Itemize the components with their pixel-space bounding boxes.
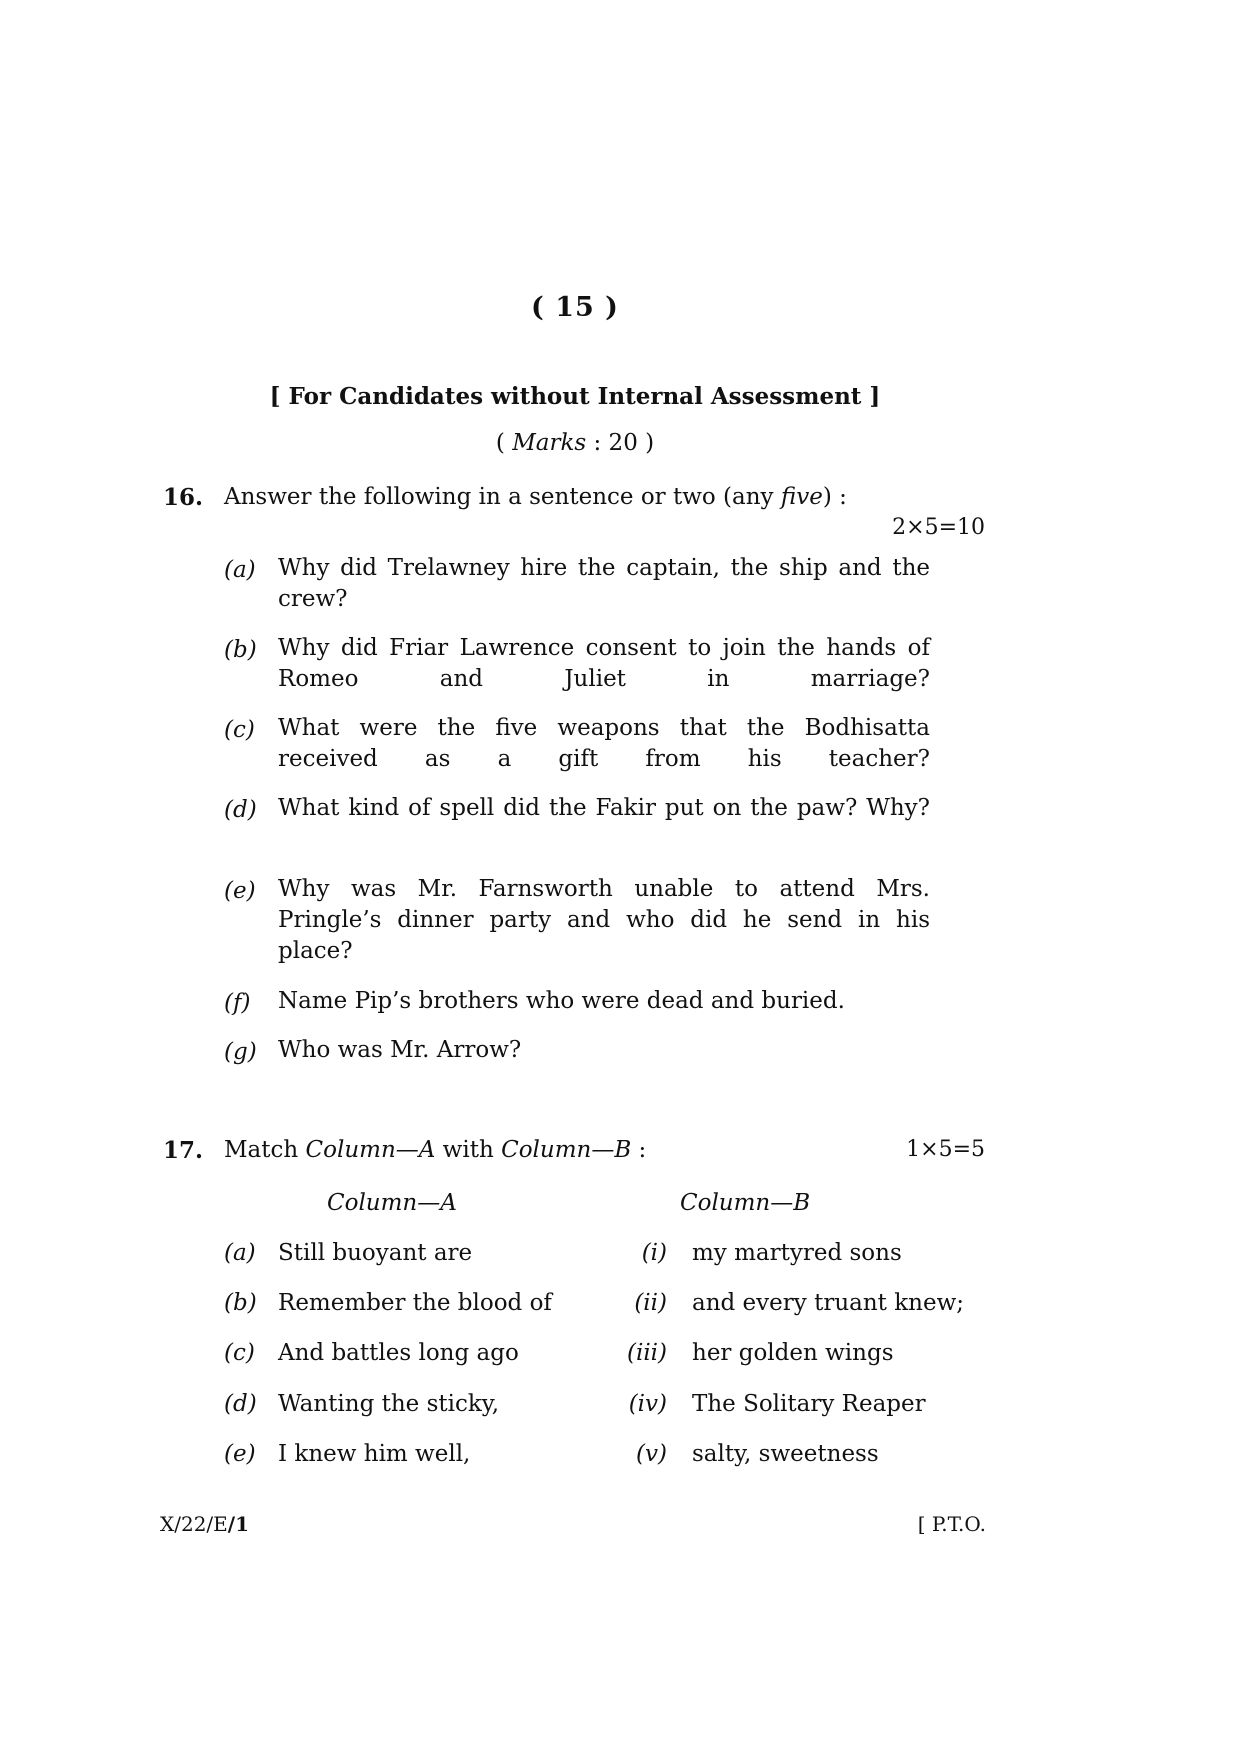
q16-option-label: (d) — [224, 797, 257, 823]
question-16-number: 16. — [163, 484, 204, 511]
q16-option-label: (e) — [224, 878, 256, 904]
column-b-label: (iv) — [628, 1391, 667, 1417]
q16-option-label: (g) — [224, 1039, 257, 1065]
q16-option-text: Why did Friar Lawrence consent to join the hands of Romeo and Juliet in marriage? — [278, 635, 930, 692]
q16-option-text: What were the five weapons that the Bodhisatta received as a gift from his teacher? — [278, 715, 930, 772]
column-a-label: (a) — [224, 1240, 256, 1266]
column-a-text: I knew him well, — [278, 1441, 471, 1467]
column-b-label: (v) — [636, 1441, 667, 1467]
q16-option-text: Why did Trelawney hire the captain, the ship and the crew? — [278, 555, 930, 612]
footer-pto: [ P.T.O. — [917, 1512, 986, 1536]
column-b-text: The Solitary Reaper — [692, 1391, 926, 1417]
column-b-text: my martyred sons — [692, 1240, 902, 1266]
column-a-text: Wanting the sticky, — [278, 1391, 500, 1417]
q16-option-label: (c) — [224, 717, 255, 743]
column-a-text: And battles long ago — [278, 1340, 519, 1366]
question-17-number: 17. — [163, 1137, 204, 1164]
footer-paper-code: X/22/E/1 — [160, 1512, 249, 1536]
column-b-text: and every truant knew; — [692, 1290, 965, 1316]
question-17-marks: 1×5=5 — [906, 1137, 985, 1162]
q16-option-text: Name Pip’s brothers who were dead and buried. — [278, 988, 845, 1014]
q16-option-text: What kind of spell did the Fakir put on the paw? Why? — [278, 795, 930, 821]
column-b-text: her golden wings — [692, 1340, 894, 1366]
column-a-label: (e) — [224, 1441, 256, 1467]
column-a-label: (d) — [224, 1391, 257, 1417]
q16-option-text: Why was Mr. Farnsworth unable to attend Mrs. Pringle’s dinner party and who did he send in his place? — [278, 876, 930, 964]
column-a-label: (b) — [224, 1290, 257, 1316]
column-a-label: (c) — [224, 1340, 255, 1366]
q16-option-text: Who was Mr. Arrow? — [278, 1037, 522, 1063]
question-16-marks: 2×5=10 — [892, 515, 985, 540]
q16-option-label: (a) — [224, 557, 256, 583]
question-17-text: Match Column—A with Column—B : — [224, 1137, 647, 1163]
section-marks: ( Marks : 20 ) — [495, 430, 655, 456]
q16-option-label: (f) — [224, 990, 251, 1016]
column-a-text: Still buoyant are — [278, 1240, 473, 1266]
column-b-text: salty, sweetness — [692, 1441, 879, 1467]
column-a-text: Remember the blood of — [278, 1290, 552, 1316]
column-a-header: Column—A — [327, 1190, 457, 1216]
column-b-label: (iii) — [626, 1340, 667, 1366]
page-number: ( 15 ) — [531, 292, 619, 323]
column-b-label: (ii) — [634, 1290, 667, 1316]
question-16-text: Answer the following in a sentence or two (any five) : — [224, 484, 847, 510]
column-b-label: (i) — [641, 1240, 667, 1266]
column-b-header: Column—B — [680, 1190, 811, 1216]
q16-option-label: (b) — [224, 637, 257, 663]
section-title: [ For Candidates without Internal Assessment ] — [269, 383, 881, 410]
